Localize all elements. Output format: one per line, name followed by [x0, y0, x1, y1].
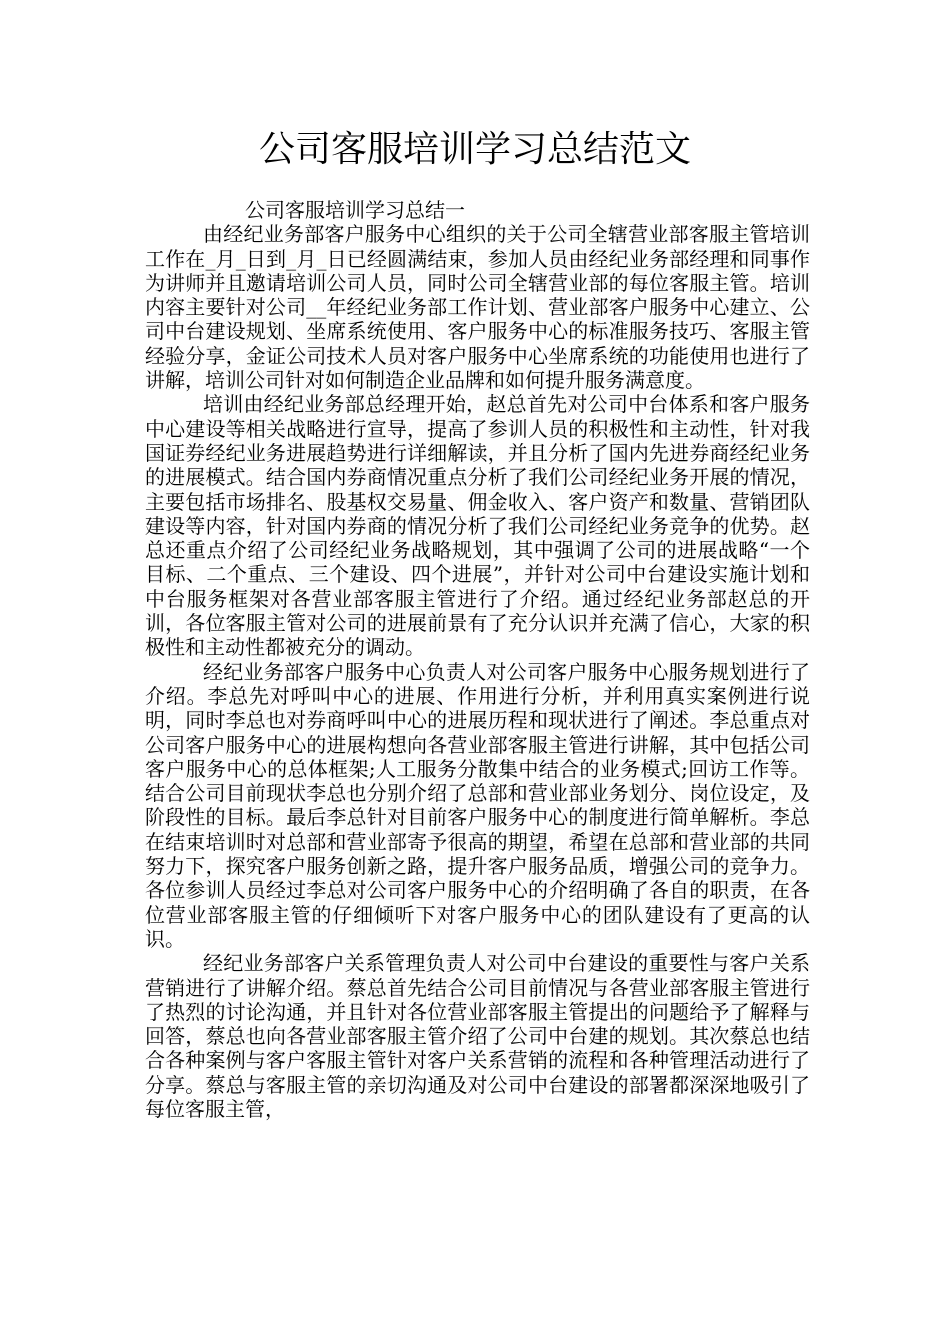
paragraph: 经纪业务部客户关系管理负责人对公司中台建设的重要性与客户关系营销进行了讲解介绍。蔡总首先结合公司目前情况与各营业部客服主管进行了热烈的讨论沟通，并且针对各位营业部客服主管提出的问题给予了解释与回答，蔡总也向各营业部客服主管介绍了公司中台建的规划。其次蔡总也结合各种案例与客户客服主管针对客户关系营销的流程和各种管理活动进行了分享。蔡总与客服主管的亲切沟通及对公司中台建设的部署都深深地吸引了每位客服主管， [145, 951, 810, 1121]
section-subtitle: 公司客服培训学习总结一 [245, 198, 465, 222]
paragraph: 培训由经纪业务部总经理开始，赵总首先对公司中台体系和客户服务中心建设等相关战略进行宣导，提高了参训人员的积极性和主动性，针对我国证券经纪业务进展趋势进行详细解读，并且分析了国内先进券商经纪业务的进展模式。结合国内券商情况重点分析了我们公司经纪业务开展的情况，主要包括市场排名、股基权交易量、佣金收入、客户资产和数量、营销团队建设等内容，针对国内券商的情况分析了我们公司经纪业务竞争的优势。赵总还重点介绍了公司经纪业务战略规划，其中强调了公司的进展战略“一个目标、二个重点、三个建设、四个进展”，并针对公司中台建设实施计划和中台服务框架对各营业部客服主管进行了介绍。通过经纪业务部赵总的开训，各位客服主管对公司的进展前景有了充分认识并充满了信心，大家的积极性和主动性都被充分的调动。 [145, 392, 810, 660]
document-body [145, 198, 810, 1121]
paragraph: 由经纪业务部客户服务中心组织的关于公司全辖营业部客服主管培训工作在_月_日到_月_日已经圆满结束，参加人员由经纪业务部经理和同事作为讲师并且邀请培训公司人员，同时公司全辖营业部的每位客服主管。培训内容主要针对公司__年经纪业务部工作计划、营业部客户服务中心建立、公司中台建设规划、坐席系统使用、客户服务中心的标准服务技巧、客服主管经验分享，金证公司技术人员对客户服务中心坐席系统的功能使用也进行了讲解，培训公司针对如何制造企业品牌和如何提升服务满意度。 [145, 222, 810, 393]
document-title: 公司客服培训学习总结范文 [258, 129, 691, 170]
paragraph: 经纪业务部客户服务中心负责人对公司客户服务中心服务规划进行了介绍。李总先对呼叫中心的进展、作用进行分析，并利用真实案例进行说明，同时李总也对券商呼叫中心的进展历程和现状进行了阐述。李总重点对公司客户服务中心的进展构想向各营业部客服主管进行讲解，其中包括公司客户服务中心的总体框架;人工服务分散集中结合的业务模式;回访工作等。结合公司目前现状李总也分别介绍了总部和营业部业务划分、岗位设定，及阶段性的目标。最后李总针对目前客户服务中心的制度进行简单解析。李总在结束培训时对总部和营业部寄予很高的期望，希望在总部和营业部的共同努力下，探究客户服务创新之路，提升客户服务品质，增强公司的竞争力。各位参训人员经过李总对公司客户服务中心的介绍明确了各自的职责，在各位营业部客服主管的仔细倾听下对客户服务中心的团队建设有了更高的认识。 [145, 659, 810, 951]
